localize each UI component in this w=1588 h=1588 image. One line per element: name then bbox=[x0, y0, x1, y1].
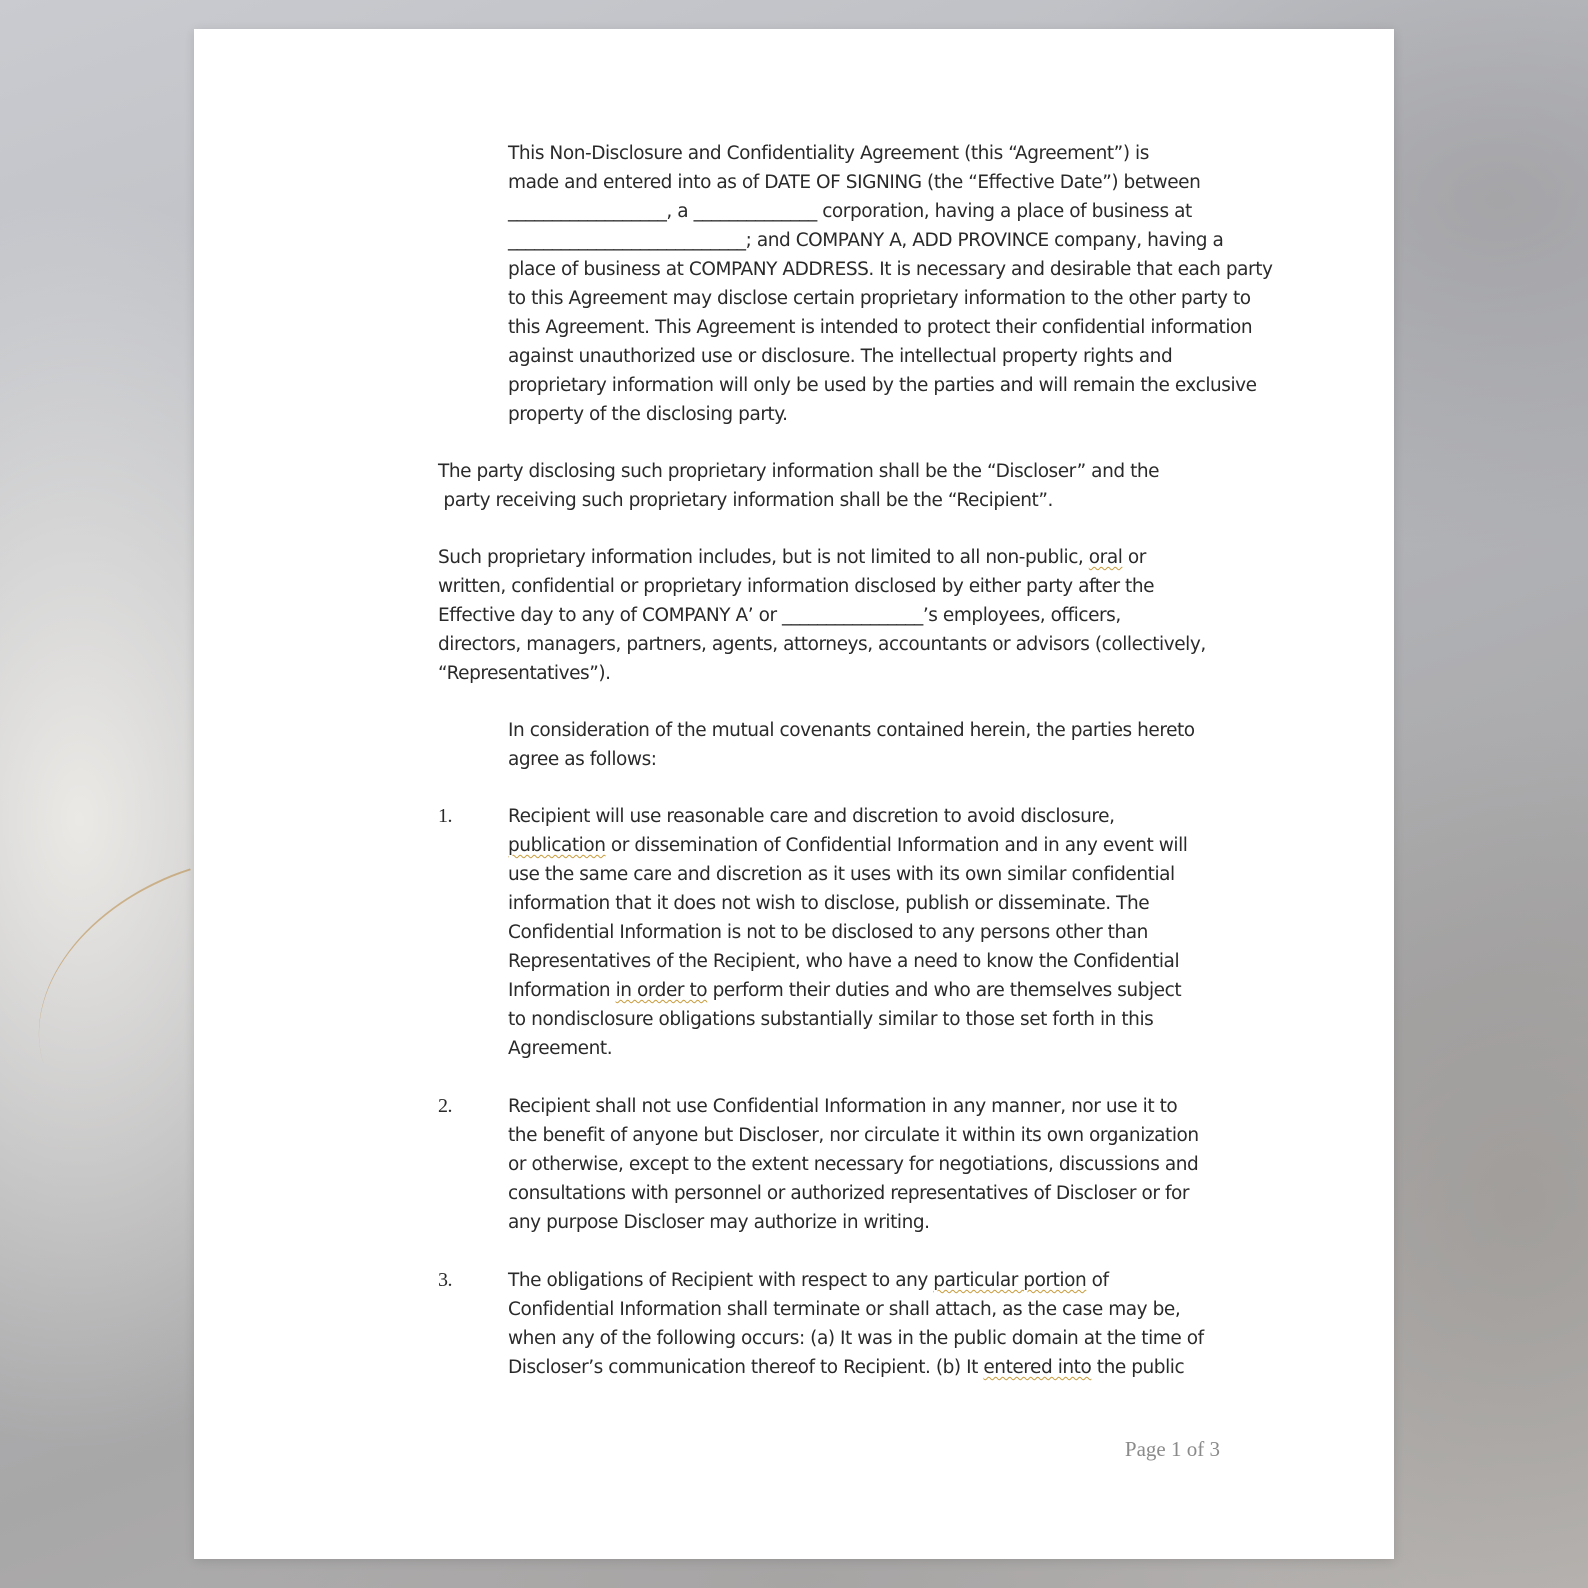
text-line: to this Agreement may disclose certain proprietary information to the other party to bbox=[508, 288, 1251, 309]
text-segment: The obligations of Recipient with respect to any bbox=[508, 1270, 934, 1291]
text-segment: Discloser’s communication thereof to Recipient. (b) It bbox=[508, 1357, 984, 1378]
text-line: Agreement. bbox=[508, 1038, 613, 1059]
numbered-clause bbox=[438, 1266, 1228, 1382]
text-line: directors, managers, partners, agents, attorneys, accountants or advisors (collectively, bbox=[438, 634, 1206, 655]
text-line: __________________, a ______________ corporation, having a place of business at bbox=[508, 201, 1192, 222]
text-segment: Such proprietary information includes, but is not limited to all non-public, bbox=[438, 547, 1089, 568]
text-line: consultations with personnel or authorized representatives of Discloser or for bbox=[508, 1183, 1190, 1204]
text-line: made and entered into as of DATE OF SIGNING (the “Effective Date”) between bbox=[508, 172, 1201, 193]
document-page bbox=[194, 29, 1394, 1559]
text-line: proprietary information will only be used by the parties and will remain the exclusive bbox=[508, 375, 1257, 396]
text-line: Recipient shall not use Confidential Information in any manner, nor use it to bbox=[508, 1096, 1178, 1117]
text-line: In consideration of the mutual covenants contained herein, the parties hereto bbox=[508, 720, 1195, 741]
text-segment: Information bbox=[508, 980, 616, 1001]
spellcheck-flag[interactable]: oral bbox=[1088, 547, 1123, 568]
spellcheck-flag[interactable]: in order to bbox=[615, 980, 708, 1001]
text-line: agree as follows: bbox=[508, 749, 657, 770]
spellcheck-flag[interactable]: entered into bbox=[983, 1357, 1092, 1378]
text-line: Confidential Information is not to be disclosed to any persons other than bbox=[508, 922, 1148, 943]
text-segment: of bbox=[1086, 1270, 1109, 1291]
text-line: any purpose Discloser may authorize in writing. bbox=[508, 1212, 930, 1233]
text-line: Recipient will use reasonable care and discretion to avoid disclosure, bbox=[508, 806, 1115, 827]
clause-number: 1. bbox=[438, 805, 453, 827]
text-line: The party disclosing such proprietary information shall be the “Discloser” and the bbox=[438, 461, 1160, 482]
text-line: “Representatives”). bbox=[438, 663, 611, 684]
text-line: this Agreement. This Agreement is intended to protect their confidential information bbox=[508, 317, 1253, 338]
text-line: when any of the following occurs: (a) It was in the public domain at the time of bbox=[508, 1328, 1204, 1349]
text-line bbox=[508, 976, 1228, 1005]
text-line: written, confidential or proprietary information disclosed by either party after the bbox=[438, 576, 1155, 597]
text-line: Representatives of the Recipient, who have a need to know the Confidential bbox=[508, 951, 1180, 972]
text-line: place of business at COMPANY ADDRESS. It is necessary and desirable that each party bbox=[508, 259, 1273, 280]
parties-paragraph bbox=[438, 457, 1228, 515]
text-segment: or dissemination of Confidential Information and in any event will bbox=[605, 835, 1188, 856]
scope-paragraph bbox=[438, 543, 1228, 688]
text-line: the benefit of anyone but Discloser, nor circulate it within its own organization bbox=[508, 1125, 1199, 1146]
text-line: or otherwise, except to the extent necessary for negotiations, discussions and bbox=[508, 1154, 1199, 1175]
text-line: to nondisclosure obligations substantially similar to those set forth in this bbox=[508, 1009, 1154, 1030]
text-segment: perform their duties and who are themselves subject bbox=[707, 980, 1182, 1001]
text-segment: the public bbox=[1091, 1357, 1185, 1378]
text-line: use the same care and discretion as it uses with its own similar confidential bbox=[508, 864, 1175, 885]
text-line: This Non-Disclosure and Confidentiality Agreement (this “Agreement”) is bbox=[508, 143, 1149, 164]
numbered-clause bbox=[438, 802, 1228, 1063]
text-line: ___________________________; and COMPANY A, ADD PROVINCE company, having a bbox=[508, 230, 1224, 251]
text-line bbox=[508, 831, 1228, 860]
clause-number: 2. bbox=[438, 1095, 453, 1117]
spellcheck-flag[interactable]: particular portion bbox=[933, 1270, 1087, 1291]
page-number-footer: Page 1 of 3 bbox=[1124, 1437, 1220, 1461]
text-line: information that it does not wish to disclose, publish or disseminate. The bbox=[508, 893, 1150, 914]
text-line: Effective day to any of COMPANY A’ or ________________’s employees, officers, bbox=[438, 605, 1121, 626]
clause-number: 3. bbox=[438, 1269, 453, 1291]
text-line: Confidential Information shall terminate or shall attach, as the case may be, bbox=[508, 1299, 1181, 1320]
spellcheck-flag[interactable]: publication bbox=[508, 835, 606, 856]
text-line: property of the disclosing party. bbox=[508, 404, 788, 425]
text-line: against unauthorized use or disclosure. The intellectual property rights and bbox=[508, 346, 1173, 367]
document-body bbox=[438, 139, 1273, 1411]
text-line bbox=[508, 1353, 1228, 1382]
consideration-paragraph bbox=[438, 716, 1228, 774]
text-segment: or bbox=[1122, 547, 1146, 568]
text-line bbox=[438, 543, 1228, 572]
intro-paragraph bbox=[438, 139, 1273, 429]
text-line bbox=[508, 1266, 1228, 1295]
numbered-clause bbox=[438, 1092, 1228, 1237]
text-line: party receiving such proprietary information shall be the “Recipient”. bbox=[438, 490, 1053, 511]
